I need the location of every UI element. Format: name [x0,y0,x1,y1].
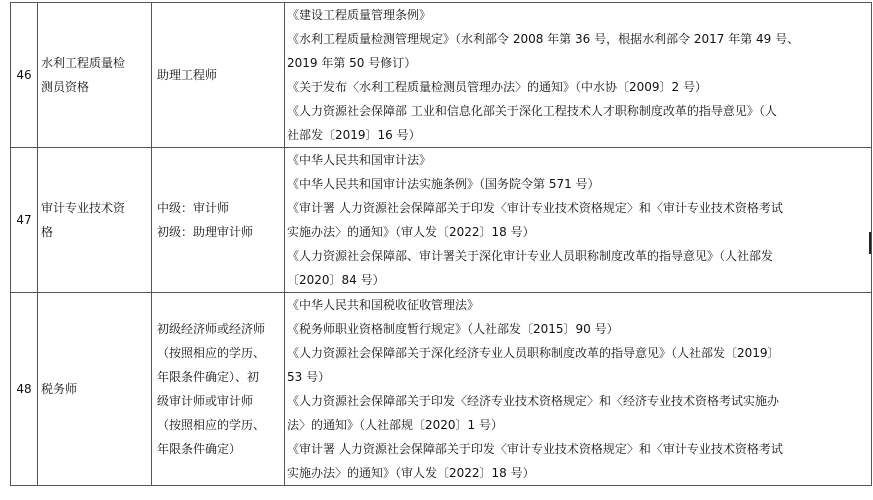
professional-title-line: 级审计师或审计师 [157,394,254,408]
qualification-table [10,2,872,486]
professional-title-line: 初级：助理审计师 [157,225,254,239]
legal-basis-line: 实施办法〉的通知》（审人发〔2022〕18 号） [287,466,535,480]
professional-title-line: 中级：审计师 [157,201,230,215]
professional-title-cell [152,3,285,148]
professional-title-line: 助理工程师 [157,68,218,82]
qualification-name-line: 格 [41,225,54,239]
legal-basis-line: 社部发〔2019〕16 号） [287,128,421,142]
professional-title-line: （按照相应的学历、 [157,346,266,360]
qualification-name-line: 审计专业技术资 [41,201,126,215]
legal-basis-line: 实施办法〉的通知》（审人发〔2022〕18 号） [287,225,535,239]
legal-basis-line: 《税务师职业资格制度暂行规定》（人社部发〔2015〕90 号） [287,322,619,336]
legal-basis-line: 〔2020〕84 号） [287,273,385,287]
table-row [11,293,872,486]
qualification-name-line: 水利工程质量检 [41,56,126,70]
legal-basis-line: 法〉的通知》（人社部规〔2020〕1 号） [287,418,503,432]
legal-basis-line: 《中华人民共和国税收征收管理法》 [287,298,480,312]
legal-basis-cell [285,293,872,486]
table-row [11,3,872,148]
legal-basis-cell [285,148,872,293]
row-number: 46 [11,3,38,148]
legal-basis-line: 《关于发布〈水利工程质量检测员管理办法〉的通知》（中水协〔2009〕2 号） [287,80,707,94]
legal-basis-line: 《审计署 人力资源社会保障部关于印发〈审计专业技术资格规定〉和〈审计专业技术资格考试 [287,201,783,215]
qualification-name-cell [38,293,152,486]
legal-basis-cell [285,3,872,148]
qualification-name-cell [38,148,152,293]
legal-basis-line: 《审计署 人力资源社会保障部关于印发〈审计专业技术资格规定〉和〈审计专业技术资格考试 [287,442,783,456]
professional-title-cell [152,293,285,486]
professional-title-line: 初级经济师或经济师 [157,322,266,336]
legal-basis-line: 《建设工程质量管理条例》 [287,8,432,22]
table-body [11,3,872,486]
legal-basis-line: 2019 年第 50 号修订） [287,56,417,70]
page-edge-mark [869,232,871,254]
row-number: 47 [11,148,38,293]
professional-title-line: （按照相应的学历、 [157,418,266,432]
professional-title-cell [152,148,285,293]
row-number: 48 [11,293,38,486]
professional-title-line: 年限条件确定） [157,442,242,456]
legal-basis-line: 《水利工程质量检测管理规定》（水利部令 2008 年第 36 号，根据水利部令 2017 年第 49 号、 [287,32,800,46]
legal-basis-line: 《中华人民共和国审计法》 [287,153,432,167]
legal-basis-line: 《人力资源社会保障部关于深化经济专业人员职称制度改革的指导意见》（人社部发〔2019〕 [287,346,780,360]
table-row [11,148,872,293]
qualification-name-cell [38,3,152,148]
legal-basis-line: 《人力资源社会保障部、审计署关于深化审计专业人员职称制度改革的指导意见》（人社部发 [287,249,774,263]
professional-title-line: 年限条件确定）、初 [157,370,260,384]
legal-basis-line: 《中华人民共和国审计法实施条例》（国务院令第 571 号） [287,177,600,191]
legal-basis-line: 53 号） [287,370,331,384]
legal-basis-line: 《人力资源社会保障部关于印发〈经济专业技术资格规定〉和〈经济专业技术资格考试实施办 [287,394,780,408]
legal-basis-line: 《人力资源社会保障部 工业和信息化部关于深化工程技术人才职称制度改革的指导意见》（人 [287,104,777,118]
qualification-name-line: 测员资格 [41,80,90,94]
qualification-name-line: 税务师 [41,382,78,396]
